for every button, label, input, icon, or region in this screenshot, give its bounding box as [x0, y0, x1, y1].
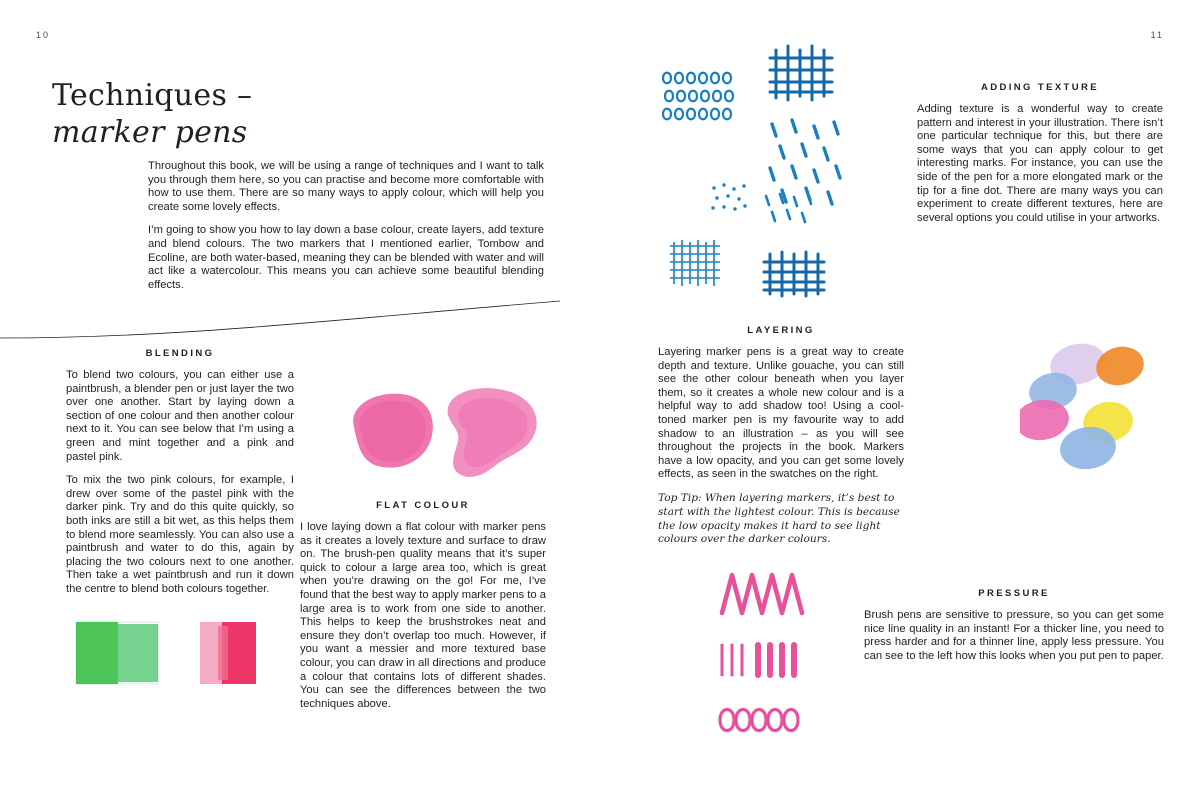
adding-texture-paragraph-1: Adding texture is a wonderful way to create pattern and interest in your illustration. There isn’t one particular technique for this, but there are some ways that you can apply colour to get interesting marks. For instance, you can use the side of the pen for a more elongated mark or the tip for a fine dot. There are many ways you can experiment to create different textures, here are several options you could utilise in your artworks.	[917, 103, 1163, 224]
page-title-line-1: Techniques –	[52, 78, 253, 113]
pressure-heading: PRESSURE	[978, 588, 1050, 599]
blending-paragraph-2: To mix the two pink colours, for example, I drew over some of the pastel pink with the darker pink. Try and do this quite quickly, so both inks are still a bit wet, as this helps them to blend more seamlessly. You can also use a paintbrush and water to do this, again by placing the two colours next to one another. Then take a wet paintbrush and run it down the centre to blend both colours together.	[66, 474, 294, 595]
intro-text-block	[148, 160, 544, 292]
hatching-texture-dense	[760, 248, 840, 308]
dot-texture	[708, 180, 752, 216]
page-title	[52, 78, 382, 151]
pressure-paragraph-1: Brush pens are sensitive to pressure, so you can get some nice line quality in an instant! For a thicker line, you need to press harder and for a thinner line, apply less pressure. You can see to the left how this looks when you put pen to paper.	[864, 609, 1164, 662]
hatching-texture	[766, 42, 846, 112]
section-pressure	[864, 588, 1164, 663]
pressure-line-marks	[712, 565, 832, 740]
blending-heading: BLENDING	[145, 348, 215, 359]
flat-colour-swatches	[72, 618, 292, 698]
page-number-right: 11	[1150, 30, 1164, 40]
blending-paragraph-1: To blend two colours, you can either use a paintbrush, a blender pen or just layer the two over one another. Start by laying down a section of one colour and then another colour next to it. You can see below that I’m using a green and mint together and a pink and pastel pink.	[66, 369, 294, 463]
dash-texture-small	[760, 190, 820, 234]
pink-blend-blobs	[340, 385, 550, 495]
flat-colour-paragraph-1: I love laying down a flat colour with marker pens as it creates a lovely texture and surface to draw on. The brush-pen quality means that it’s super quick to colour a large area too, which is great when you’re drawing on the go! For me, I’ve found that the best way to apply marker pens to a large area is to work from one side to another. This helps to keep the brushstrokes neat and ensure they don’t overlap too much. However, if you want a messier and more textured base colour, you can draw in all directions and produce a colour that contains lots of different shades. You can see the differences between the two techniques above.	[300, 521, 546, 710]
crosshatch-texture	[668, 236, 738, 292]
section-layering	[658, 325, 904, 547]
adding-texture-heading: ADDING TEXTURE	[980, 82, 1100, 93]
layering-heading: LAYERING	[747, 325, 815, 336]
layering-top-tip: Top Tip: When layering markers, it’s best to start with the lightest colour. This is because the low opacity makes it hard to see light colours over the darker colours.	[658, 491, 900, 546]
section-blending	[66, 348, 294, 597]
layering-paragraph-1: Layering marker pens is a great way to create depth and texture. Unlike gouache, you can still see the other colour beneath when you layer them, so it creates a whole new colour and is a helpful way to add shadow too! Using a cool-toned marker pen is my favourite way to add shadow to an illustration – as you will see throughout the projects in the book. Markers have a low opacity, and you can get some lovely effects, as seen in the swatches on the right.	[658, 346, 904, 481]
loop-texture	[655, 60, 765, 140]
decorative-curve-divider	[0, 300, 560, 340]
flat-colour-heading: FLAT COLOUR	[376, 500, 470, 511]
page-number-left: 10	[36, 30, 51, 40]
section-flat-colour	[300, 500, 546, 711]
page-title-line-2: marker pens	[52, 115, 248, 151]
intro-paragraph-1: Throughout this book, we will be using a range of techniques and I want to talk you through them here, so you can practise and become more comfortable with how to use them. There are so many ways to apply colour, which will help you create some lovely effects.	[148, 160, 544, 213]
layered-colour-swatches	[1020, 336, 1170, 486]
section-adding-texture	[917, 82, 1163, 225]
intro-paragraph-2: I’m going to show you how to lay down a base colour, create layers, add texture and blend colours. The two markers that I mentioned earlier, Tombow and Ecoline, are both water-based, meaning they can be blended with water and will act like a watercolour. This means you can achieve some beautiful blending effects.	[148, 224, 544, 291]
